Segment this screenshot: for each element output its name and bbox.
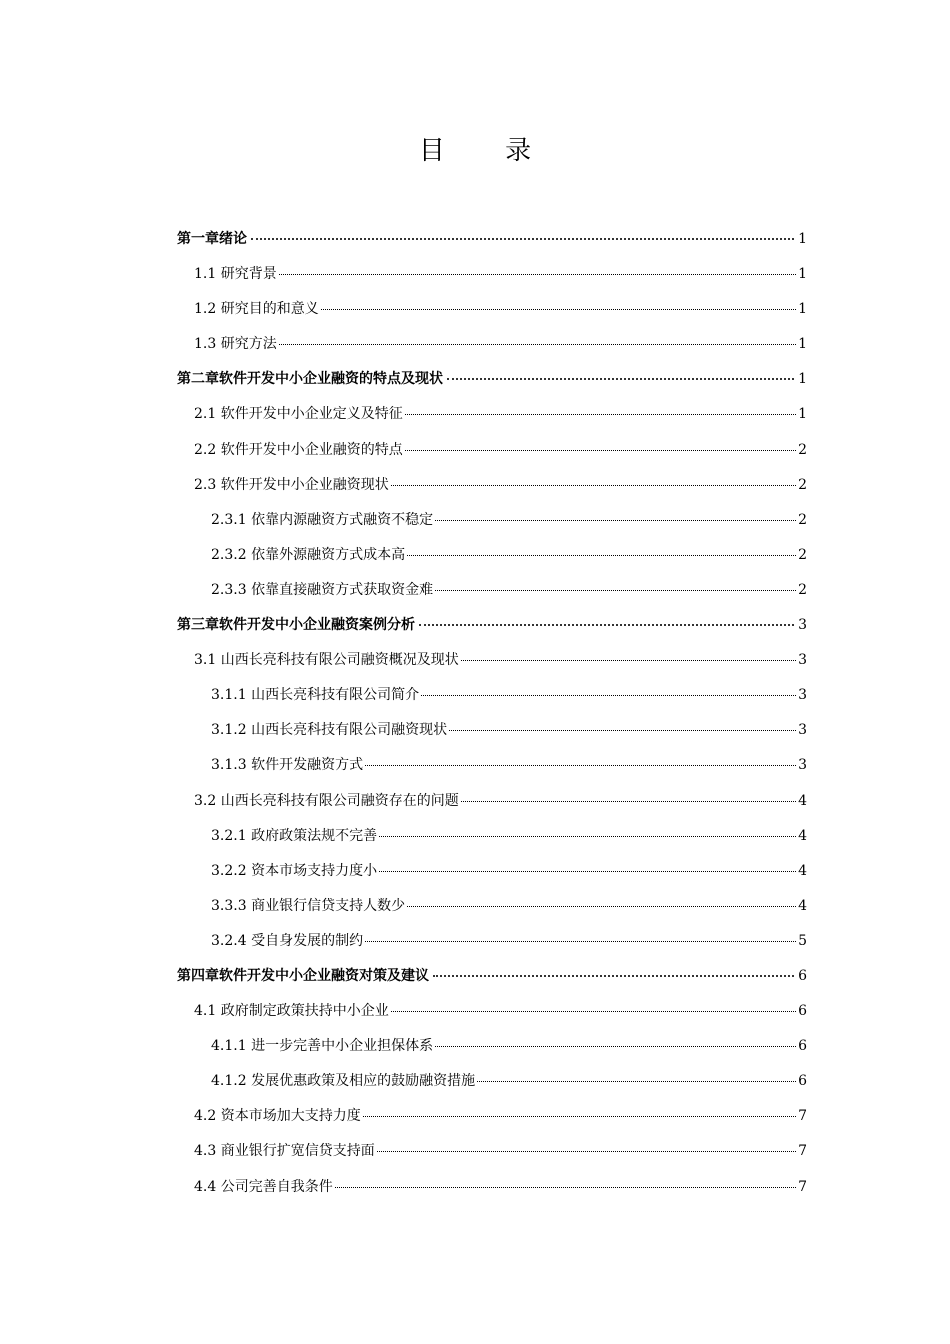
toc-dot-leader — [405, 413, 796, 415]
toc-dot-leader — [379, 835, 796, 837]
toc-entry-label: 第三章软件开发中小企业融资案例分析 — [177, 617, 415, 634]
toc-entry-label: 3.2.2 资本市场支持力度小 — [211, 862, 378, 879]
toc-entry[interactable] — [177, 433, 807, 468]
toc-entry[interactable] — [177, 327, 807, 362]
toc-dot-leader — [461, 659, 796, 661]
toc-entry-label: 2.3.3 依靠直接融资方式获取资金难 — [211, 581, 434, 598]
toc-dot-leader — [391, 1010, 796, 1012]
toc-dot-leader — [435, 589, 796, 591]
toc-dot-leader — [321, 308, 796, 310]
toc-entry[interactable] — [177, 397, 807, 432]
toc-dot-leader — [279, 343, 796, 345]
toc-entry-page-number: 6 — [798, 967, 807, 984]
toc-entry-label: 3.2 山西长亮科技有限公司融资存在的问题 — [194, 792, 459, 809]
toc-dot-leader — [407, 554, 796, 556]
toc-entry-label: 1.2 研究目的和意义 — [194, 301, 319, 318]
toc-entry-page-number: 6 — [798, 1038, 807, 1055]
toc-entry-page-number: 6 — [798, 1073, 807, 1090]
toc-dot-leader — [477, 1080, 796, 1082]
toc-entry[interactable] — [177, 608, 807, 643]
toc-dot-leader — [251, 237, 794, 240]
toc-dot-leader — [435, 1045, 796, 1047]
toc-entry-label: 4.1.1 进一步完善中小企业担保体系 — [211, 1038, 434, 1055]
toc-entry-label: 4.4 公司完善自我条件 — [194, 1178, 333, 1195]
toc-dot-leader — [335, 1186, 796, 1188]
toc-entry[interactable] — [177, 924, 807, 959]
toc-dot-leader — [391, 484, 796, 486]
toc-dot-leader — [407, 905, 796, 907]
toc-entry[interactable] — [177, 819, 807, 854]
toc-entry-label: 第四章软件开发中小企业融资对策及建议 — [177, 967, 429, 984]
toc-entry-label: 4.1.2 发展优惠政策及相应的鼓励融资措施 — [211, 1073, 476, 1090]
toc-entry-label: 4.2 资本市场加大支持力度 — [194, 1108, 361, 1125]
toc-entry-page-number: 2 — [798, 476, 807, 493]
toc-entry-page-number: 2 — [798, 546, 807, 563]
toc-entry[interactable] — [177, 292, 807, 327]
toc-entry-page-number: 2 — [798, 441, 807, 458]
toc-entry-page-number: 1 — [798, 301, 807, 318]
toc-entry-label: 2.3.1 依靠内源融资方式融资不稳定 — [211, 511, 434, 528]
toc-dot-leader — [449, 729, 796, 731]
table-of-contents — [177, 222, 807, 1205]
toc-entry[interactable] — [177, 257, 807, 292]
toc-entry-label: 3.1.1 山西长亮科技有限公司简介 — [211, 687, 420, 704]
toc-entry-page-number: 7 — [798, 1108, 807, 1125]
toc-entry-page-number: 3 — [798, 757, 807, 774]
toc-entry-label: 2.3 软件开发中小企业融资现状 — [194, 476, 389, 493]
toc-entry-page-number: 4 — [798, 827, 807, 844]
toc-entry[interactable] — [177, 784, 807, 819]
toc-entry[interactable] — [177, 643, 807, 678]
toc-entry[interactable] — [177, 748, 807, 783]
toc-dot-leader — [365, 940, 796, 942]
toc-entry[interactable] — [177, 503, 807, 538]
page-title: 目 录 — [418, 136, 558, 166]
toc-entry-page-number: 4 — [798, 792, 807, 809]
toc-entry-label: 3.1.2 山西长亮科技有限公司融资现状 — [211, 722, 448, 739]
toc-entry-page-number: 1 — [798, 336, 807, 353]
toc-entry-page-number: 7 — [798, 1143, 807, 1160]
toc-entry-page-number: 4 — [798, 897, 807, 914]
toc-entry[interactable] — [177, 994, 807, 1029]
toc-entry-label: 第一章绪论 — [177, 231, 247, 247]
toc-dot-leader — [433, 974, 794, 977]
toc-dot-leader — [419, 623, 794, 626]
toc-entry-label: 2.3.2 依靠外源融资方式成本高 — [211, 546, 406, 563]
toc-entry[interactable] — [177, 1134, 807, 1169]
toc-entry-label: 3.1.3 软件开发融资方式 — [211, 757, 364, 774]
toc-entry-label: 1.1 研究背景 — [194, 266, 277, 283]
toc-entry[interactable] — [177, 573, 807, 608]
toc-entry[interactable] — [177, 1170, 807, 1205]
toc-dot-leader — [365, 764, 796, 766]
toc-entry-page-number: 1 — [798, 371, 807, 388]
toc-dot-leader — [279, 273, 796, 275]
toc-entry-label: 第二章软件开发中小企业融资的特点及现状 — [177, 371, 443, 388]
toc-entry[interactable] — [177, 959, 807, 994]
toc-entry-page-number: 1 — [798, 266, 807, 283]
toc-entry[interactable] — [177, 1099, 807, 1134]
toc-entry[interactable] — [177, 362, 807, 397]
toc-entry-page-number: 3 — [798, 687, 807, 704]
toc-entry-page-number: 1 — [798, 406, 807, 423]
toc-entry-page-number: 3 — [798, 652, 807, 669]
toc-entry-page-number: 4 — [798, 862, 807, 879]
toc-entry-page-number: 7 — [798, 1178, 807, 1195]
toc-entry[interactable] — [177, 468, 807, 503]
toc-dot-leader — [363, 1115, 796, 1117]
toc-entry-label: 2.2 软件开发中小企业融资的特点 — [194, 441, 403, 458]
toc-entry-page-number: 6 — [798, 1003, 807, 1020]
toc-entry-label: 4.3 商业银行扩宽信贷支持面 — [194, 1143, 375, 1160]
toc-entry-page-number: 1 — [798, 231, 807, 247]
toc-entry-label: 4.1 政府制定政策扶持中小企业 — [194, 1003, 389, 1020]
toc-dot-leader — [435, 519, 796, 521]
toc-entry[interactable] — [177, 854, 807, 889]
toc-entry-label: 3.2.4 受自身发展的制约 — [211, 932, 364, 949]
toc-entry[interactable] — [177, 1029, 807, 1064]
toc-entry-page-number: 5 — [798, 932, 807, 949]
toc-entry[interactable] — [177, 889, 807, 924]
toc-entry-page-number: 3 — [798, 722, 807, 739]
toc-entry-label: 3.3.3 商业银行信贷支持人数少 — [211, 897, 406, 914]
toc-dot-leader — [461, 800, 796, 802]
toc-dot-leader — [405, 449, 796, 451]
toc-entry-label: 3.2.1 政府政策法规不完善 — [211, 827, 378, 844]
toc-entry-label: 3.1 山西长亮科技有限公司融资概况及现状 — [194, 652, 459, 669]
toc-entry-page-number: 2 — [798, 581, 807, 598]
toc-dot-leader — [377, 1150, 796, 1152]
toc-entry-label: 2.1 软件开发中小企业定义及特征 — [194, 406, 403, 423]
toc-entry[interactable] — [177, 678, 807, 713]
toc-entry[interactable] — [177, 713, 807, 748]
toc-dot-leader — [421, 694, 796, 696]
toc-entry[interactable] — [177, 1064, 807, 1099]
toc-entry[interactable] — [177, 538, 807, 573]
toc-entry-label: 1.3 研究方法 — [194, 336, 277, 353]
toc-dot-leader — [447, 377, 794, 380]
toc-entry-page-number: 2 — [798, 511, 807, 528]
toc-dot-leader — [379, 870, 796, 872]
toc-entry-page-number: 3 — [798, 617, 807, 634]
toc-entry[interactable] — [177, 222, 807, 257]
